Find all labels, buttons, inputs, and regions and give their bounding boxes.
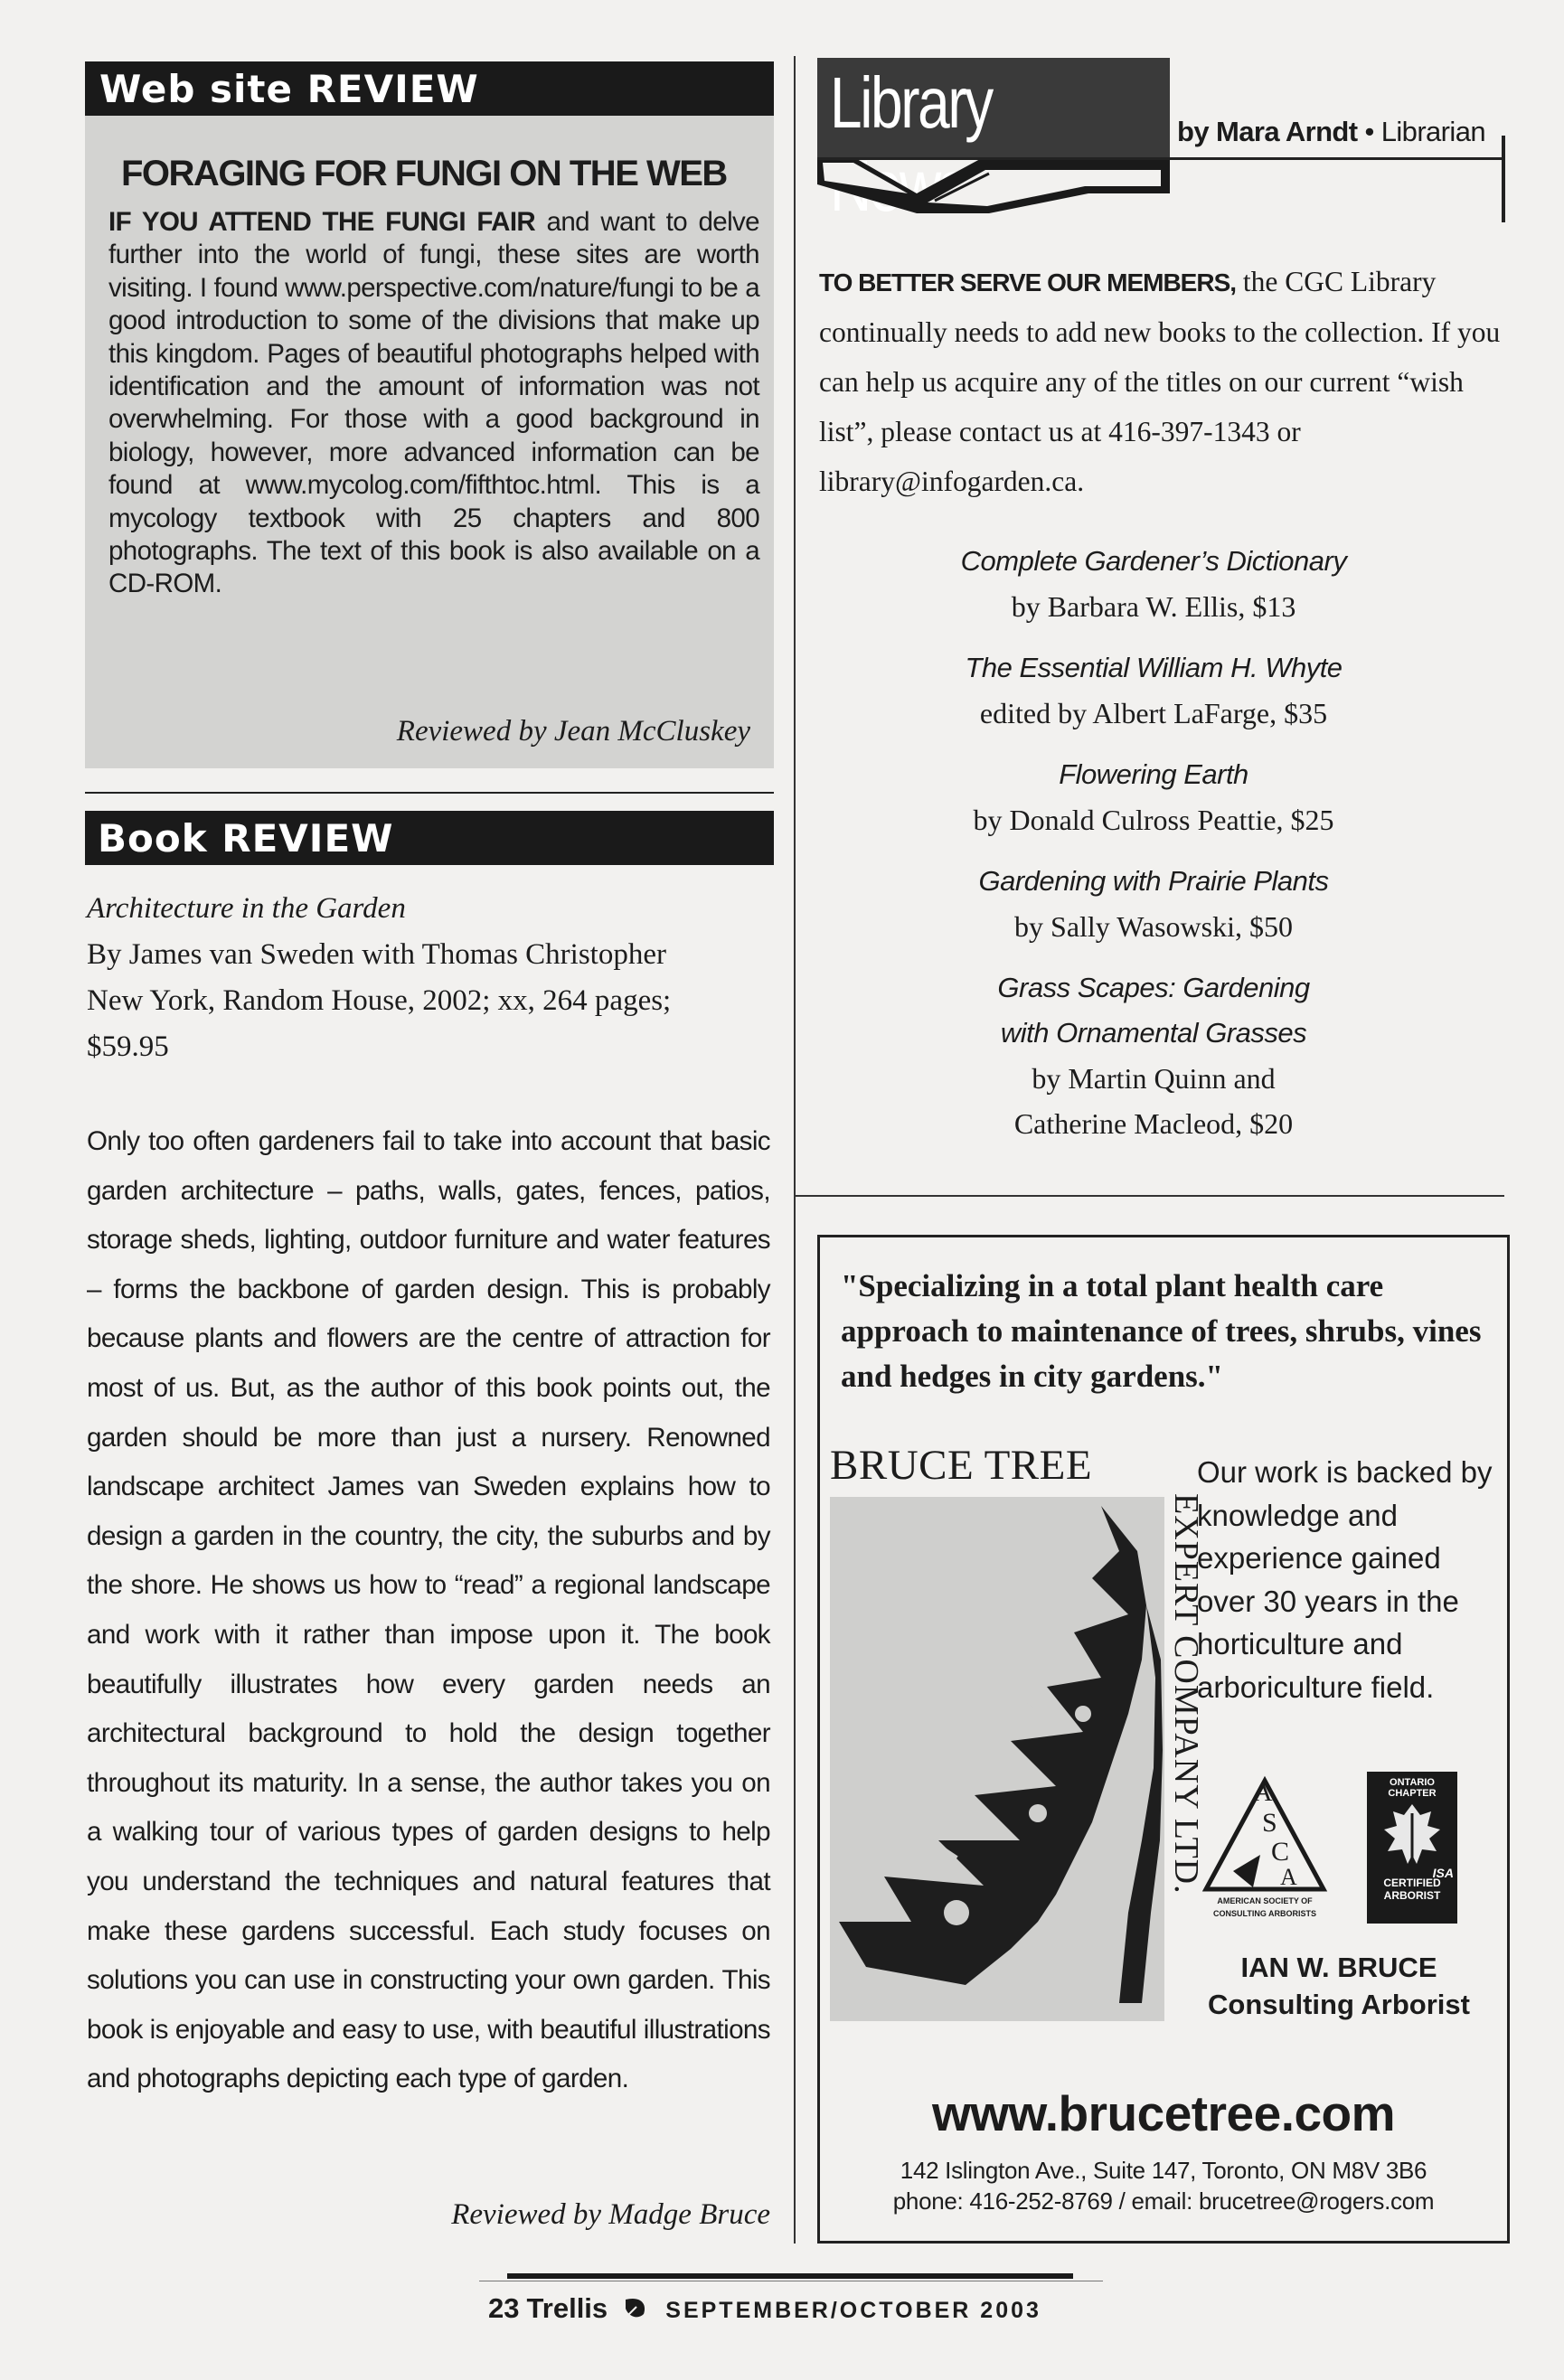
- column-divider: [794, 56, 796, 2244]
- wish-list-title: Grass Scapes: Gardening: [997, 972, 1310, 1003]
- isa-bottom-text: ARBORIST: [1383, 1889, 1441, 1902]
- library-news-logo-text: Library: [830, 62, 992, 143]
- web-review-lead: IF YOU ATTEND THE FUNGI FAIR: [108, 207, 536, 237]
- ad-description: Our work is backed by knowledge and experience gained over 30 years in the horticulture and arboriculture field.: [1197, 1455, 1493, 1704]
- wish-list-item: [819, 965, 1488, 1146]
- tree-silhouette-icon: [830, 1497, 1164, 2021]
- web-review-banner: [85, 61, 774, 116]
- web-review-body: [108, 206, 759, 601]
- book-review-publication: New York, Random House, 2002; xx, 264 pages; $59.95: [87, 984, 672, 1063]
- ad-contact-person: [1172, 1949, 1506, 2023]
- asca-caption: CONSULTING ARBORISTS: [1213, 1909, 1316, 1918]
- isa-top-text: ONTARIO: [1390, 1777, 1435, 1788]
- asca-letter: C: [1271, 1837, 1290, 1867]
- book-review-body: [87, 1117, 770, 2104]
- web-review-reviewer: Reviewed by Jean McCluskey: [396, 715, 750, 748]
- byline-separator: •: [1357, 116, 1381, 147]
- byline-name: by Mara Arndt: [1177, 116, 1358, 147]
- web-review-banner-label: Web site REVIEW: [99, 67, 479, 111]
- library-news-byline: [1177, 116, 1485, 148]
- isa-mark: ISA: [1432, 1866, 1454, 1880]
- isa-certified-badge: [1367, 1772, 1457, 1924]
- library-news-intro: [819, 257, 1506, 506]
- tree-photo: [830, 1497, 1164, 2021]
- wish-list-detail: by Sally Wasowski, $50: [1014, 910, 1293, 943]
- wish-list-item: [819, 752, 1488, 842]
- wish-list-detail: Catherine Macleod, $20: [1013, 1107, 1294, 1140]
- asca-letter: S: [1262, 1808, 1277, 1838]
- leaf-icon: [622, 2296, 649, 2321]
- footer-rule: [507, 2273, 1073, 2279]
- library-news-rule: [817, 157, 1504, 160]
- ad-company-name: EXPERT COMPANY LTD.: [1167, 1493, 1205, 1895]
- wish-list-detail: by Barbara W. Ellis, $13: [1011, 590, 1296, 623]
- book-review-title: Architecture in the Garden: [87, 892, 406, 925]
- web-review-headline: FORAGING FOR FUNGI ON THE WEB: [121, 154, 727, 193]
- library-news-logo: [817, 58, 1170, 213]
- asca-letter: A: [1253, 1777, 1273, 1807]
- ad-person-name: IAN W. BRUCE: [1240, 1952, 1437, 1983]
- wish-list-item: [819, 645, 1488, 736]
- page-footer: [488, 2292, 1103, 2325]
- page-number: 23: [488, 2292, 520, 2324]
- wish-list-detail: edited by Albert LaFarge, $35: [979, 697, 1328, 729]
- wish-list-detail: by Martin Quinn and: [1032, 1062, 1276, 1095]
- wish-list-title: Flowering Earth: [1059, 758, 1248, 790]
- section-divider: [794, 1195, 1504, 1197]
- book-review-authors: By James van Sweden with Thomas Christopher: [87, 938, 666, 971]
- wish-list-title: The Essential William H. Whyte: [965, 652, 1343, 683]
- ad-contact: phone: 416-252-8769 / email: brucetree@rogers.com: [892, 2187, 1435, 2215]
- book-review-info: [87, 886, 783, 1070]
- section-divider: [85, 792, 774, 794]
- wish-list-title: Gardening with Prairie Plants: [978, 865, 1329, 897]
- book-review-reviewer: Reviewed by Madge Bruce: [451, 2198, 770, 2231]
- byline-role: Librarian: [1380, 116, 1485, 147]
- wish-list-title: with Ornamental Grasses: [1000, 1017, 1307, 1049]
- book-review-banner-label: Book REVIEW: [98, 816, 394, 861]
- library-news-vertical-rule: [1502, 136, 1505, 222]
- asca-caption: AMERICAN SOCIETY OF: [1217, 1896, 1313, 1905]
- publication-name: Trellis: [526, 2292, 608, 2324]
- wish-list-item: [819, 859, 1488, 949]
- isa-bottom-text: CERTIFIED: [1383, 1877, 1441, 1889]
- wish-list-title: Complete Gardener’s Dictionary: [960, 545, 1347, 577]
- isa-top-text: CHAPTER: [1388, 1788, 1437, 1799]
- library-news-intro-text: the CGC Library continually needs to add new books to the collection. If you can help us acquire any of the titles on our current “wish list”, please contact us at 416-397-1343 or library@infogarden.ca.: [819, 266, 1501, 497]
- ad-person-title: Consulting Arborist: [1208, 1989, 1470, 2020]
- wish-list-detail: by Donald Culross Peattie, $25: [973, 804, 1334, 836]
- ad-address-block: [819, 2155, 1508, 2216]
- ad-website[interactable]: www.brucetree.com: [931, 2085, 1396, 2141]
- book-review-banner: [85, 811, 774, 865]
- asca-logo: [1197, 1773, 1333, 1927]
- library-news-intro-lead: TO BETTER SERVE OUR MEMBERS,: [819, 268, 1237, 296]
- web-review-text: and want to delve further into the world of fungi, these sites are worth visiting. I found www.perspective.com/nature/fungi to be a good introduction to some of the divisions that make up this kingdom. Pages of beautiful photographs helped with identification and the amount of information was not overwhelming. For those with a good background in biology, however, more advanced information can be found at www.mycolog.com/fifthtoc.html. This is a mycology textbook with 25 chapters and 800 photographs. The text of this book is also available on a CD-ROM.: [108, 207, 759, 599]
- book-review-text: Only too often gardeners fail to take into account that basic garden architecture – paths, walls, gates, fences, patios, storage sheds, lighting, outdoor furniture and water features – forms the backbone of garden design. This is probably because plants and flowers are the centre of attraction for most of us. But, as the author of this book points out, the garden should be more than just a nursery. Renowned landscape architect James van Sweden explains how to design a garden in the country, the city, the suburbs and by the shore. He shows us how to “read” a regional landscape and work with it rather than impose upon it. The book beautifully illustrates how every garden needs an architectural background to hold the design together throughout its maturity. In a sense, the author takes you on a walking tour of various types of garden designs to help you understand the techniques and natural features that make these gardens successful. Each study focuses on solutions you can use in constructing your own garden. This book is enjoyable and easy to use, with beautiful illustrations and photographs depicting each type of garden.: [87, 1126, 770, 2094]
- asca-letter: A: [1280, 1864, 1297, 1890]
- ad-brand: BRUCE TREE: [830, 1442, 1093, 1489]
- ad-address: 142 Islington Ave., Suite 147, Toronto, ON M8V 3B6: [900, 2157, 1427, 2184]
- issue-date: SEPTEMBER/OCTOBER 2003: [665, 2298, 1041, 2323]
- wish-list-item: [819, 539, 1488, 629]
- ad-quote: "Specializing in a total plant health care approach to maintenance of trees, shrubs, vines and hedges in city gardens.": [841, 1268, 1482, 1394]
- open-book-icon: [817, 58, 1170, 213]
